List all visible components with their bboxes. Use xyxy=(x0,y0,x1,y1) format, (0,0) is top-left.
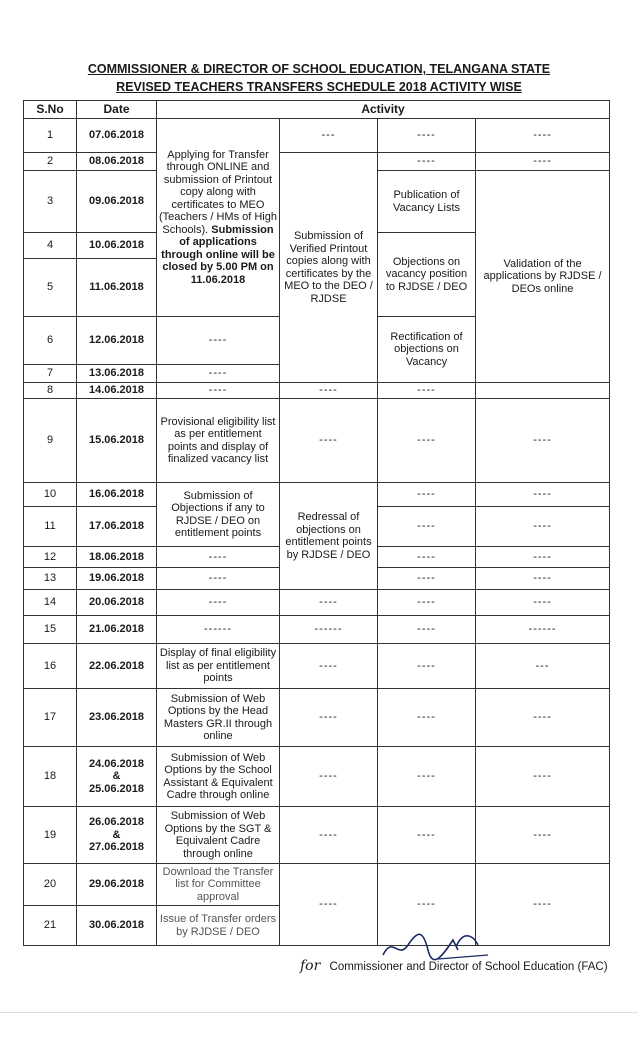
dash-cell: ------ xyxy=(476,616,610,644)
sno-cell: 15 xyxy=(24,616,77,644)
date-cell: 11.06.2018 xyxy=(77,259,157,317)
sno-cell: 18 xyxy=(24,747,77,807)
table-row xyxy=(24,616,610,644)
date-cell: 29.06.2018 xyxy=(77,864,157,906)
sno-cell: 16 xyxy=(24,644,77,689)
dash-cell: ---- xyxy=(280,864,378,946)
dash-cell: ---- xyxy=(378,483,476,507)
activity-validation: Validation of the applications by RJDSE / DEOs online xyxy=(476,171,610,383)
date-cell: 13.06.2018 xyxy=(77,365,157,383)
header-sno: S.No xyxy=(24,101,77,119)
date-cell xyxy=(77,807,157,864)
table-row xyxy=(24,747,610,807)
date-cell: 19.06.2018 xyxy=(77,568,157,590)
activity-provisional-list: Provisional eligibility list as per entitlement points and display of finalized vacancy list xyxy=(157,399,280,483)
activity-web-options-sa: Submission of Web Options by the School Assistant & Equivalent Cadre through online xyxy=(157,747,280,807)
activity-redressal: Redressal of objections on entitlement points by RJDSE / DEO xyxy=(280,483,378,590)
dash-cell: ---- xyxy=(378,590,476,616)
date-end: 25.06.2018 xyxy=(88,782,145,795)
table-row xyxy=(24,590,610,616)
sno-cell: 5 xyxy=(24,259,77,317)
table-row xyxy=(24,689,610,747)
signature-title: Commissioner and Director of School Education (FAC) xyxy=(329,961,608,973)
dash-cell: ---- xyxy=(378,807,476,864)
date-start: 26.06.2018 xyxy=(88,816,145,829)
dash-cell: ---- xyxy=(476,807,610,864)
sno-cell: 11 xyxy=(24,507,77,547)
dash-cell: --- xyxy=(280,119,378,153)
table-row xyxy=(24,864,610,906)
date-cell: 12.06.2018 xyxy=(77,317,157,365)
dash-cell: ---- xyxy=(378,547,476,568)
date-cell xyxy=(77,747,157,807)
activity-deadline-text: Submission of applications through online will be closed by 5.00 PM on 11.06.2018 xyxy=(161,223,275,286)
activity-web-options-hm: Submission of Web Options by the Head Masters GR.II through online xyxy=(157,689,280,747)
dash-cell: ---- xyxy=(378,119,476,153)
activity-publication-vacancy: Publication of Vacancy Lists xyxy=(378,171,476,233)
dash-cell: ---- xyxy=(378,616,476,644)
date-cell: 18.06.2018 xyxy=(77,547,157,568)
activity-issue-orders: Issue of Transfer orders by RJDSE / DEO xyxy=(157,906,280,946)
dash-cell: ---- xyxy=(378,399,476,483)
dash-cell: ---- xyxy=(378,383,476,399)
sno-cell: 2 xyxy=(24,153,77,171)
activity-download-list: Download the Transfer list for Committee approval xyxy=(157,864,280,906)
sno-cell: 19 xyxy=(24,807,77,864)
date-cell: 21.06.2018 xyxy=(77,616,157,644)
sno-cell: 6 xyxy=(24,317,77,365)
dash-cell: ---- xyxy=(280,644,378,689)
document-title-line1: COMMISSIONER & DIRECTOR OF SCHOOL EDUCATION, TELANGANA STATE xyxy=(87,62,551,76)
dash-cell: ---- xyxy=(378,747,476,807)
date-end: 27.06.2018 xyxy=(88,841,145,854)
document-title-line2: REVISED TEACHERS TRANSFERS SCHEDULE 2018 ACTIVITY WISE xyxy=(116,80,522,94)
dash-cell: ---- xyxy=(157,317,280,365)
signature-for: for xyxy=(300,958,321,974)
sno-cell: 1 xyxy=(24,119,77,153)
dash-cell: ------ xyxy=(280,616,378,644)
sno-cell: 7 xyxy=(24,365,77,383)
sno-cell: 8 xyxy=(24,383,77,399)
dash-cell: ---- xyxy=(157,568,280,590)
dash-cell xyxy=(476,383,610,399)
date-cell: 14.06.2018 xyxy=(77,383,157,399)
dash-cell: ------ xyxy=(157,616,280,644)
date-cell: 22.06.2018 xyxy=(77,644,157,689)
sno-cell: 13 xyxy=(24,568,77,590)
sno-cell: 3 xyxy=(24,171,77,233)
dash-cell: ---- xyxy=(476,547,610,568)
table-row xyxy=(24,483,610,507)
dash-cell: --- xyxy=(476,644,610,689)
sno-cell: 20 xyxy=(24,864,77,906)
sno-cell: 4 xyxy=(24,233,77,259)
dash-cell: ---- xyxy=(378,153,476,171)
dash-cell: ---- xyxy=(378,644,476,689)
table-row xyxy=(24,644,610,689)
table-header-row xyxy=(24,101,610,119)
dash-cell: ---- xyxy=(476,590,610,616)
activity-text: Applying for Transfer through ONLINE and submission of Printout copy along with certificates to MEO (Teachers / HMs of High Schools). xyxy=(159,148,277,236)
dash-cell: ---- xyxy=(476,689,610,747)
dash-cell: ---- xyxy=(476,507,610,547)
sno-cell: 21 xyxy=(24,906,77,946)
dash-cell: ---- xyxy=(378,864,476,946)
table-row xyxy=(24,807,610,864)
schedule-table xyxy=(23,100,610,946)
dash-cell: ---- xyxy=(476,483,610,507)
signature-block xyxy=(300,958,608,974)
date-cell: 15.06.2018 xyxy=(77,399,157,483)
dash-cell: ---- xyxy=(280,590,378,616)
activity-objections-entitlement: Submission of Objections if any to RJDSE / DEO on entitlement points xyxy=(157,483,280,547)
date-cell: 16.06.2018 xyxy=(77,483,157,507)
activity-verified-printout: Submission of Verified Printout copies along with certificates by the MEO to the DEO / RJDSE xyxy=(280,153,378,383)
dash-cell: ---- xyxy=(476,153,610,171)
dash-cell: ---- xyxy=(157,590,280,616)
dash-cell: ---- xyxy=(378,568,476,590)
date-cell: 08.06.2018 xyxy=(77,153,157,171)
activity-online-application xyxy=(157,119,280,317)
dash-cell: ---- xyxy=(280,399,378,483)
date-cell: 07.06.2018 xyxy=(77,119,157,153)
dash-cell: ---- xyxy=(476,747,610,807)
activity-web-options-sgt: Submission of Web Options by the SGT & Equivalent Cadre through online xyxy=(157,807,280,864)
date-cell: 17.06.2018 xyxy=(77,507,157,547)
header-date: Date xyxy=(77,101,157,119)
sno-cell: 9 xyxy=(24,399,77,483)
table-row xyxy=(24,399,610,483)
date-cell: 30.06.2018 xyxy=(77,906,157,946)
sno-cell: 10 xyxy=(24,483,77,507)
date-cell: 10.06.2018 xyxy=(77,233,157,259)
dash-cell: ---- xyxy=(280,383,378,399)
activity-final-list: Display of final eligibility list as per entitlement points xyxy=(157,644,280,689)
date-start: 24.06.2018 xyxy=(88,757,145,770)
table-row xyxy=(24,119,610,153)
date-cell: 09.06.2018 xyxy=(77,171,157,233)
header-activity: Activity xyxy=(157,101,610,119)
dash-cell: ---- xyxy=(476,399,610,483)
dash-cell: ---- xyxy=(280,807,378,864)
dash-cell: ---- xyxy=(280,689,378,747)
dash-cell: ---- xyxy=(157,365,280,383)
date-amp: & xyxy=(112,828,121,841)
dash-cell: ---- xyxy=(378,507,476,547)
sno-cell: 17 xyxy=(24,689,77,747)
activity-rectification: Rectification of objections on Vacancy xyxy=(378,317,476,383)
date-cell: 20.06.2018 xyxy=(77,590,157,616)
dash-cell: ---- xyxy=(476,119,610,153)
dash-cell: ---- xyxy=(280,747,378,807)
activity-objections-vacancy: Objections on vacancy position to RJDSE / DEO xyxy=(378,233,476,317)
sno-cell: 14 xyxy=(24,590,77,616)
table-row xyxy=(24,153,610,171)
dash-cell: ---- xyxy=(476,864,610,946)
sno-cell: 12 xyxy=(24,547,77,568)
date-amp: & xyxy=(112,770,121,783)
dash-cell: ---- xyxy=(378,689,476,747)
table-row xyxy=(24,383,610,399)
date-cell: 23.06.2018 xyxy=(77,689,157,747)
dash-cell: ---- xyxy=(157,383,280,399)
page-edge-line xyxy=(0,1012,638,1013)
dash-cell: ---- xyxy=(476,568,610,590)
dash-cell: ---- xyxy=(157,547,280,568)
